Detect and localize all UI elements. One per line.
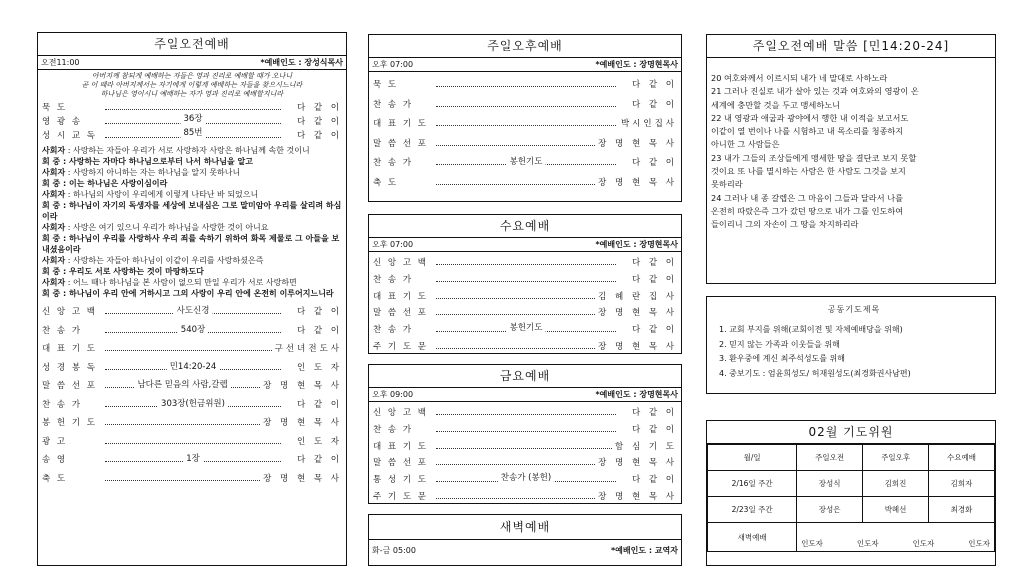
responsive-line [38, 178, 346, 189]
order-label: 말 씀 선 포 [42, 381, 97, 391]
order-person: 인 도 자 [296, 436, 342, 447]
order-person: 다 같 이 [296, 103, 342, 113]
committee-cell: 김희자 [929, 471, 995, 497]
responsive-line [38, 167, 346, 178]
order-person: 다 같 이 [296, 455, 342, 465]
order-person: 다 같 이 [296, 399, 342, 410]
committee-cell: 최경화 [929, 497, 995, 523]
order-row [369, 489, 681, 506]
order-label: 말 씀 선 포 [373, 308, 428, 319]
order-label: 찬 송 가 [373, 424, 414, 435]
morning-service-leader: *예배인도 : 장성식목사 [260, 58, 343, 67]
prayer-topic-item: 1. 교회 부지를 위해(교회이전 및 자체예배당을 위해) [719, 325, 903, 334]
committee-cell: 장성은 [797, 497, 863, 523]
order-label: 대 표 기 도 [373, 291, 428, 302]
wednesday-service-title: 수요예배 [369, 215, 681, 238]
committee-header-wednesday: 수요예배 [929, 445, 995, 471]
leader-dots [436, 325, 616, 332]
order-row [369, 339, 681, 356]
order-label: 신 앙 고 백 [373, 258, 428, 268]
order-row [369, 154, 681, 174]
morning-service-title: 주일오전예배 [38, 33, 346, 56]
leader-dots [436, 178, 595, 185]
reader-role: 회 중 [42, 179, 61, 188]
committee-date: 2/16일 주간 [708, 471, 797, 497]
leader-dots [105, 326, 281, 333]
afternoon-service-time: 오후 07:00 [372, 60, 414, 69]
leader-dots [105, 455, 281, 462]
sermon-verse-line: 온전히 따랐은즉 그가 갔던 땅으로 내가 그를 인도하여 [711, 205, 904, 216]
order-label: 말 씀 선 포 [373, 138, 428, 149]
order-detail: 봉헌기도 [507, 320, 546, 337]
order-person: 인 도 자 [296, 362, 342, 373]
order-person: 다 같 이 [631, 325, 677, 336]
sermon-title: 주일오전예배 말씀 [민14:20-24] [707, 35, 995, 58]
order-label: 신 앙 고 백 [373, 408, 428, 418]
sermon-text-panel [706, 34, 996, 284]
responsive-line [38, 288, 346, 299]
leader-dots [105, 381, 260, 388]
friday-order [369, 402, 681, 506]
committee-header-afternoon: 주일오후 [863, 445, 929, 471]
reading-text: : 사랑하는 자마다 하나님으로부터 나서 하나님을 알고 [63, 157, 253, 166]
morning-order-top [38, 101, 346, 143]
wednesday-service-panel [368, 214, 682, 354]
dawn-leader-cell: 인도자 [801, 539, 823, 548]
prayer-committee-title: 02월 기도위원 [707, 421, 995, 444]
order-label: 찬 송 가 [42, 325, 83, 336]
sermon-verse-line: 22 내 영광과 애굽과 광야에서 행한 내 이적을 보고서도 [711, 112, 909, 123]
leader-dots [436, 442, 612, 449]
order-row [369, 439, 681, 456]
leader-dots [105, 114, 281, 124]
order-label: 영 광 송 [42, 117, 83, 127]
reader-role: 사회자 [42, 168, 66, 177]
order-label: 축 도 [373, 177, 399, 188]
order-row [369, 115, 681, 135]
order-person: 다 같 이 [631, 408, 677, 418]
order-row [38, 322, 346, 341]
reading-text: : 어느 때나 하나님을 본 사람이 없으되 만일 우리가 서로 사랑하면 [67, 278, 297, 287]
committee-header-morning: 주일오전 [797, 445, 863, 471]
sermon-verse-line: 못하리라 [711, 179, 743, 190]
order-person: 장 명 현 목 사 [598, 491, 677, 502]
sermon-verse-line: 것이요 또 나를 멸시하는 사람은 한 사람도 그것을 보지 [711, 166, 906, 177]
friday-service-header [369, 388, 681, 402]
leader-dots [105, 103, 281, 110]
committee-dawn-cells [797, 523, 995, 552]
order-row [38, 129, 346, 143]
leader-dots [436, 119, 616, 126]
order-label: 주 기 도 문 [373, 341, 428, 352]
leader-dots [105, 437, 281, 444]
friday-service-title: 금요예배 [369, 365, 681, 388]
wednesday-order [369, 252, 681, 356]
order-row [369, 135, 681, 155]
sermon-verses [707, 58, 995, 232]
reading-text: : 사랑하지 아니하는 자는 하나님을 알지 못하나니 [67, 168, 241, 177]
leader-dots [436, 492, 595, 499]
sermon-verse-line: 세계에 충만할 것을 두고 맹세하노니 [711, 99, 841, 110]
order-person: 장 명 현 목 사 [263, 418, 342, 428]
prayer-topic-item: 4. 중보기도 : 엄윤희성도/ 허재원성도(최경화권사남편) [719, 368, 911, 378]
leader-dots [436, 100, 616, 107]
leader-dots [105, 400, 281, 407]
leader-dots [436, 292, 595, 299]
responsive-line [38, 156, 346, 167]
sermon-verse-line: 이같이 열 번이나 나를 시험하고 내 목소리를 청종하지 [711, 126, 904, 137]
order-person: 김 혜 란 집 사 [598, 291, 677, 302]
sermon-verse-line: 들이리니 그의 자손이 그 땅을 차지하리라 [711, 219, 859, 230]
order-person: 함 심 기 도 [615, 441, 677, 452]
reader-role: 회 중 [42, 157, 61, 166]
order-row [369, 472, 681, 489]
committee-header-date: 월/일 [708, 445, 797, 471]
responsive-line [38, 189, 346, 200]
order-detail: 사도신경 [174, 302, 213, 321]
order-label: 찬 송 가 [42, 399, 83, 410]
sermon-verse-line: 21 그러나 진실로 내가 살아 있는 것과 여호와의 영광이 온 [711, 86, 919, 97]
leader-dots [436, 475, 616, 482]
morning-service-time: 오전11:00 [41, 58, 80, 67]
order-label: 묵 도 [42, 103, 68, 113]
morning-order-bottom [38, 303, 346, 488]
prayer-topics-title: 공동기도제목 [827, 305, 881, 314]
dawn-service-panel [368, 514, 682, 566]
leader-dots [436, 458, 595, 465]
order-label: 통 성 기 도 [373, 475, 428, 486]
order-row [38, 414, 346, 433]
responsive-line [38, 277, 346, 288]
reading-text: : 이는 하나님은 사랑이심이라 [63, 179, 168, 188]
order-row [369, 76, 681, 96]
reading-text: : 사랑하는 자들아 하나님이 이같이 우리를 사랑하셨은즉 [67, 256, 264, 265]
leader-dots [436, 258, 616, 265]
order-detail: 36장 [180, 112, 205, 126]
order-detail: 85번 [180, 126, 205, 140]
reader-role: 회 중 [42, 289, 61, 298]
order-row [369, 96, 681, 116]
wednesday-service-time: 오후 07:00 [372, 240, 414, 249]
order-row [38, 340, 346, 359]
order-person: 장 명 현 목 사 [598, 341, 677, 352]
order-row [369, 422, 681, 439]
order-detail: 540장 [178, 321, 208, 340]
order-person: 다 같 이 [631, 475, 677, 486]
dawn-service-time: 화-금 05:00 [372, 546, 416, 555]
dawn-service-leader: *예배인도 : 교역자 [610, 546, 678, 555]
morning-service-panel [37, 32, 347, 566]
leader-dots [436, 308, 595, 315]
reading-text: : 하나님의 사랑이 우리에게 이렇게 나타난 바 되었으니 [67, 190, 259, 199]
order-person: 다 같 이 [631, 80, 677, 90]
reader-role: 사회자 [42, 223, 66, 232]
order-row [38, 303, 346, 322]
leader-dots [436, 158, 616, 165]
sermon-verse-line: 아니한 그 사람들은 [711, 139, 780, 150]
responsive-line [38, 200, 346, 222]
order-row [38, 396, 346, 415]
reader-role: 회 중 [42, 267, 61, 276]
committee-cell: 장성식 [797, 471, 863, 497]
leader-dots [105, 344, 272, 351]
morning-service-header [38, 56, 346, 70]
dawn-service-header [369, 540, 681, 562]
responsive-line [38, 222, 346, 233]
order-row [369, 272, 681, 289]
sermon-verse-line: 23 내가 그들의 조상들에게 맹세한 땅을 결단코 보지 못할 [711, 152, 917, 163]
order-person: 장 명 현 목 사 [263, 473, 342, 484]
order-row [38, 377, 346, 396]
order-detail: 1장 [183, 450, 203, 469]
reader-role: 회 중 [42, 234, 61, 243]
leader-dots [436, 425, 616, 432]
order-detail: 찬송가 (봉헌) [498, 470, 554, 487]
order-person: 다 같 이 [296, 307, 342, 317]
reading-text: : 하나님이 우리를 사랑하사 우리 죄를 속하기 위하여 화목 제물로 그 아들을 보내셨음이라 [42, 234, 340, 254]
responsive-reading [38, 145, 346, 299]
leader-dots [436, 342, 595, 349]
order-person: 다 같 이 [296, 131, 342, 141]
reader-role: 사회자 [42, 146, 66, 155]
order-person: 장 명 현 목 사 [598, 177, 677, 188]
leader-dots [436, 408, 616, 415]
prayer-committee-panel [706, 420, 996, 566]
reading-text: : 우리도 서로 사랑하는 것이 마땅하도다 [63, 267, 204, 276]
reading-text: : 사랑하는 자들아 우리가 서로 사랑하자 사랑은 하나님께 속한 것이니 [67, 146, 310, 155]
order-person: 장 명 현 목 사 [598, 308, 677, 319]
prayer-topics-list [707, 323, 995, 381]
dawn-service-title: 새벽예배 [369, 515, 681, 540]
order-label: 찬 송 가 [373, 158, 414, 168]
order-label: 봉 헌 기 도 [42, 418, 97, 428]
order-person: 다 같 이 [631, 99, 677, 110]
dawn-leader-cell: 인도자 [912, 539, 935, 548]
reader-role: 사회자 [42, 278, 66, 287]
leader-dots [105, 418, 260, 425]
prayer-topic-item: 3. 환우중에 계신 최주석성도를 위해 [719, 354, 845, 363]
friday-service-leader: *예배인도 : 장명현목사 [595, 390, 678, 399]
order-label: 대 표 기 도 [42, 344, 97, 354]
order-label: 광 고 [42, 436, 68, 447]
order-person: 다 같 이 [631, 158, 677, 168]
prayer-committee-table [707, 444, 995, 552]
committee-date: 2/23일 주간 [708, 497, 797, 523]
order-detail: 봉헌기도 [507, 153, 546, 173]
leader-dots [105, 307, 281, 314]
order-person: 장 명 현 목 사 [263, 381, 342, 391]
morning-call-to-worship: 아버지께 참되게 예배하는 자들은 영과 진리로 예배할 때가 오나니 곧 이 때라 아버지께서는 자기에게 이렇게 예배하는 자들을 찾으시느니라 하나님은 영이시니 예배하는 자가 영과 진리로 예배할지니라 [81, 72, 303, 98]
sermon-verse-line: 20 여호와께서 이르시되 내가 네 말대로 사하노라 [711, 73, 888, 83]
responsive-line [38, 145, 346, 156]
dawn-leader-cell: 인도자 [856, 539, 879, 548]
committee-cell: 김희진 [863, 471, 929, 497]
order-label: 신 앙 고 백 [42, 307, 97, 317]
leader-dots [436, 80, 616, 87]
afternoon-service-panel [368, 34, 682, 202]
order-row [369, 322, 681, 339]
order-row [38, 451, 346, 470]
order-person: 다 같 이 [631, 258, 677, 268]
wednesday-service-header [369, 238, 681, 252]
reader-role: 사회자 [42, 190, 66, 199]
responsive-line [38, 266, 346, 277]
order-label: 성 시 교 독 [42, 131, 97, 141]
order-label: 성 경 봉 독 [42, 362, 97, 373]
order-row [38, 433, 346, 452]
order-person: 장 명 현 목 사 [598, 138, 677, 149]
order-row [38, 470, 346, 489]
reading-text: : 하나님이 우리 안에 거하시고 그의 사랑이 우리 안에 온전히 이루어지느니라 [63, 289, 334, 298]
committee-dawn-label: 새벽예배 [708, 523, 797, 552]
order-person: 다 같 이 [631, 274, 677, 285]
order-person: 장 명 현 목 사 [598, 458, 677, 469]
afternoon-service-header [369, 58, 681, 72]
order-person: 구선녀전도사 [274, 344, 342, 354]
order-label: 찬 송 가 [373, 274, 414, 285]
leader-dots [436, 139, 595, 146]
order-person: 다 같 이 [296, 117, 342, 127]
reading-text: : 사랑은 여기 있으니 우리가 하나님을 사랑한 것이 아니요 [67, 223, 269, 232]
friday-service-panel [368, 364, 682, 504]
reading-text: : 하나님이 자기의 독생자를 세상에 보내심은 그로 말미암아 우리를 살리려 하심이라 [42, 201, 342, 221]
order-row [369, 289, 681, 306]
order-row [369, 255, 681, 272]
order-label: 찬 송 가 [373, 325, 414, 336]
order-label: 송 영 [42, 455, 68, 465]
order-label: 축 도 [42, 473, 68, 484]
wednesday-service-leader: *예배인도 : 장명현목사 [595, 240, 678, 249]
sermon-verse-line: 24 그러나 내 종 갈렙은 그 마음이 그들과 달라서 나를 [711, 192, 904, 203]
order-person: 다 같 이 [631, 424, 677, 435]
order-label: 말 씀 선 포 [373, 458, 428, 469]
order-row [369, 174, 681, 194]
order-person: 다 같 이 [296, 325, 342, 336]
committee-cell: 박혜선 [863, 497, 929, 523]
order-detail: 남다른 믿음의 사람,갈렙 [134, 376, 230, 395]
afternoon-service-title: 주일오후예배 [369, 35, 681, 58]
dawn-leader-cell: 인도자 [968, 539, 990, 548]
order-row [369, 405, 681, 422]
friday-service-time: 오후 09:00 [372, 390, 414, 399]
leader-dots [105, 474, 260, 481]
order-row [38, 359, 346, 378]
reader-role: 회 중 [42, 201, 61, 210]
responsive-line [38, 255, 346, 266]
prayer-topics-panel [706, 296, 996, 394]
order-detail: 303장(헌금위원) [158, 395, 228, 414]
order-detail: 민14:20-24 [167, 358, 220, 377]
afternoon-service-leader: *예배인도 : 장명현목사 [595, 60, 678, 69]
afternoon-order [369, 72, 681, 193]
order-label: 대 표 기 도 [373, 441, 428, 452]
leader-dots [105, 128, 281, 138]
order-label: 대 표 기 도 [373, 119, 428, 129]
order-person: 박시인집사 [620, 119, 677, 129]
order-label: 찬 송 가 [373, 99, 414, 110]
responsive-line [38, 233, 346, 255]
reader-role: 사회자 [42, 256, 66, 265]
leader-dots [436, 275, 616, 282]
order-label: 주 기 도 문 [373, 491, 428, 502]
order-label: 묵 도 [373, 80, 399, 90]
leader-dots [105, 363, 281, 370]
prayer-topic-item: 2. 믿지 않는 가족과 이웃들을 위해 [719, 339, 840, 349]
